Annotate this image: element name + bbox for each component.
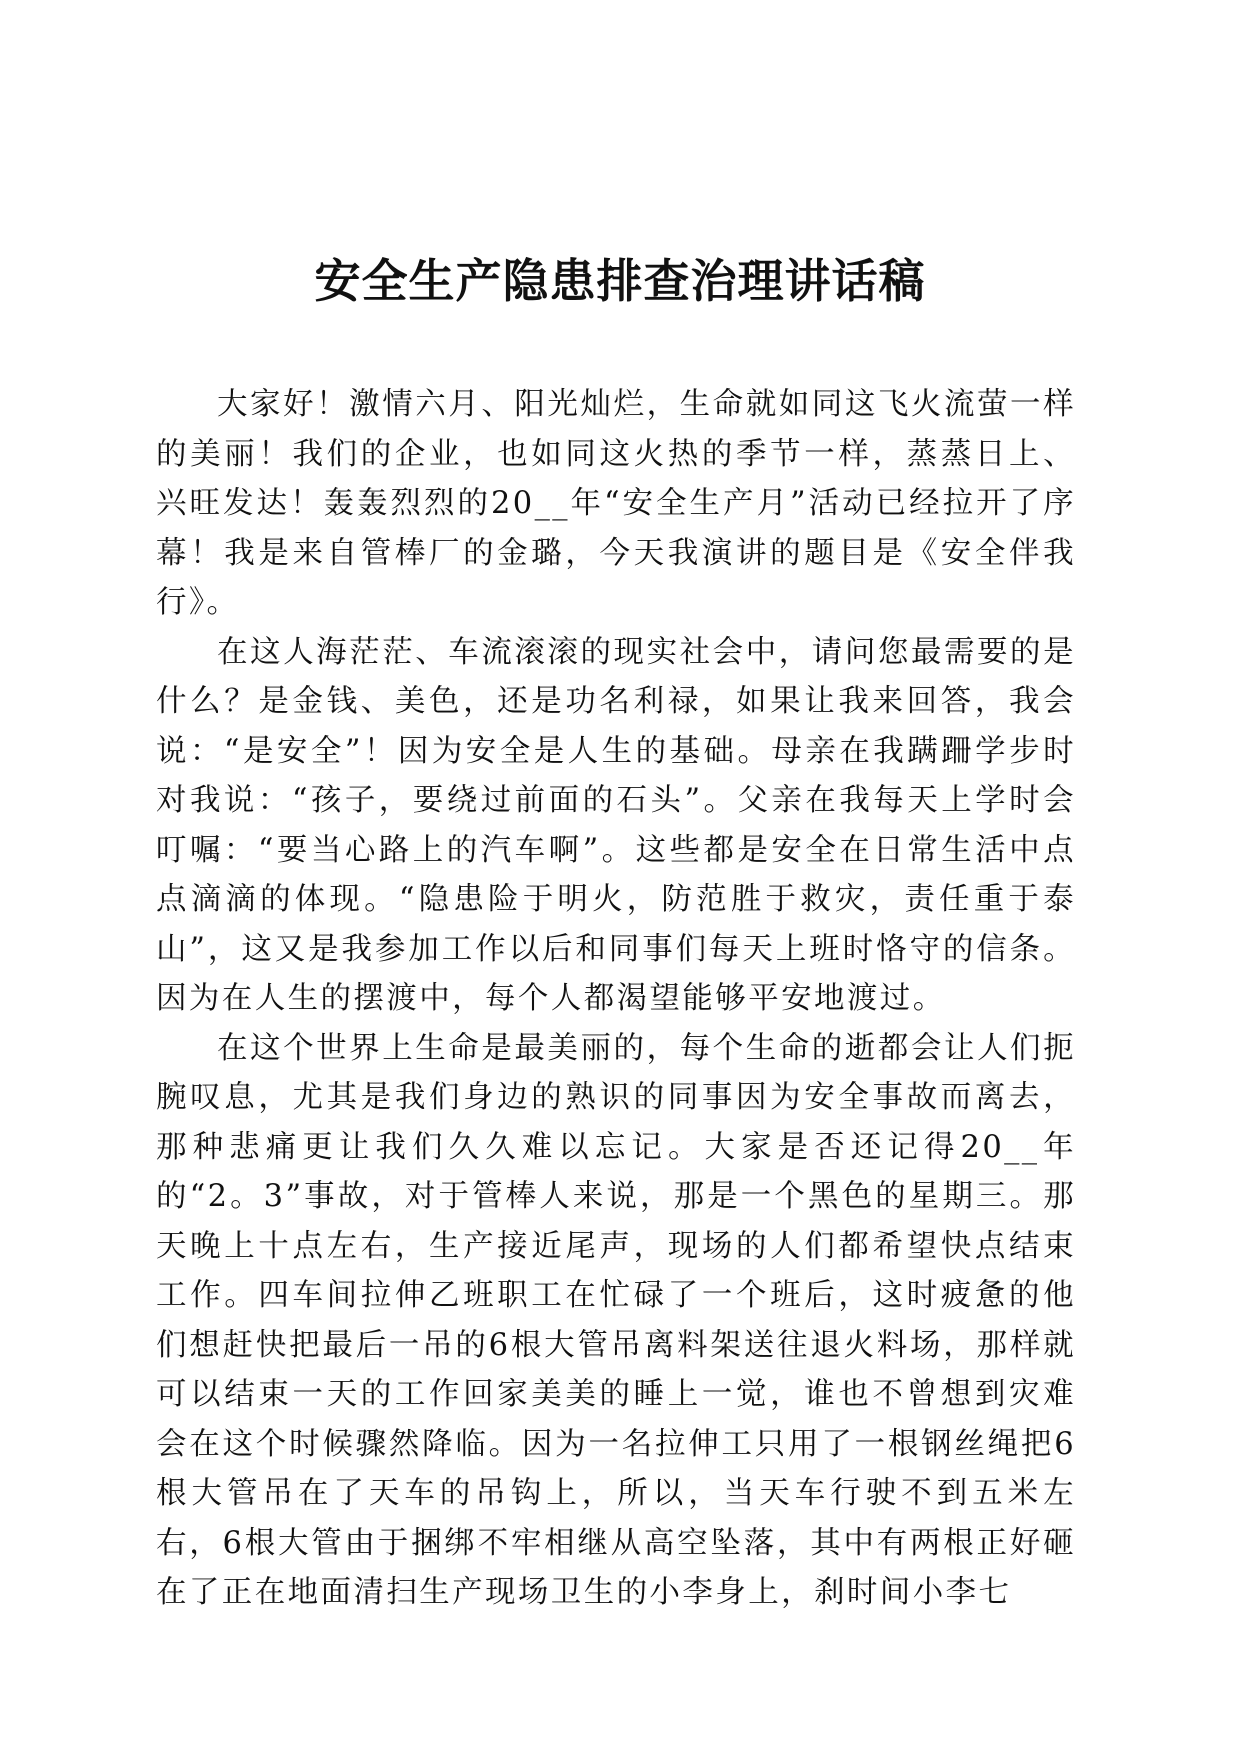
paragraph-1: 大家好！激情六月、阳光灿烂，生命就如同这飞火流萤一样的美丽！我们的企业，也如同这火热的季节一样，蒸蒸日上、兴旺发达！轰轰烈烈的20__年“安全生产月”活动已经拉开了序幕！我是来自管棒厂的金璐，今天我演讲的题目是《安全伴我行》。	[156, 387, 1076, 620]
document-title: 安全生产隐患排查治理讲话稿	[314, 254, 926, 308]
document-body	[156, 380, 1076, 1618]
paragraph-3: 在这个世界上生命是最美丽的，每个生命的逝都会让人们扼腕叹息，尤其是我们身边的熟识的同事因为安全事故而离去，那种悲痛更让我们久久难以忘记。大家是否还记得20__年的“2。3”事故，对于管棒人来说，那是一个黑色的星期三。那天晚上十点左右，生产接近尾声，现场的人们都希望快点结束工作。四车间拉伸乙班职工在忙碌了一个班后，这时疲惫的他们想赶快把最后一吊的6根大管吊离料架送往退火料场，那样就可以结束一天的工作回家美美的睡上一觉，谁也不曾想到灾难会在这个时候骤然降临。因为一名拉伸工只用了一根钢丝绳把6根大管吊在了天车的吊钩上，所以，当天车行驶不到五米左右，6根大管由于捆绑不牢相继从高空坠落，其中有两根正好砸在了正在地面清扫生产现场卫生的小李身上，刹时间小李七	[156, 1030, 1076, 1610]
paragraph-2: 在这人海茫茫、车流滚滚的现实社会中，请问您最需要的是什么？是金钱、美色，还是功名利禄，如果让我来回答，我会说：“是安全”！因为安全是人生的基础。母亲在我蹒跚学步时对我说：“孩子，要绕过前面的石头”。父亲在我每天上学时会叮嘱：“要当心路上的汽车啊”。这些都是安全在日常生活中点点滴滴的体现。“隐患险于明火，防范胜于救灾，责任重于泰山”，这又是我参加工作以后和同事们每天上班时恪守的信条。因为在人生的摆渡中，每个人都渴望能够平安地渡过。	[156, 634, 1076, 1016]
